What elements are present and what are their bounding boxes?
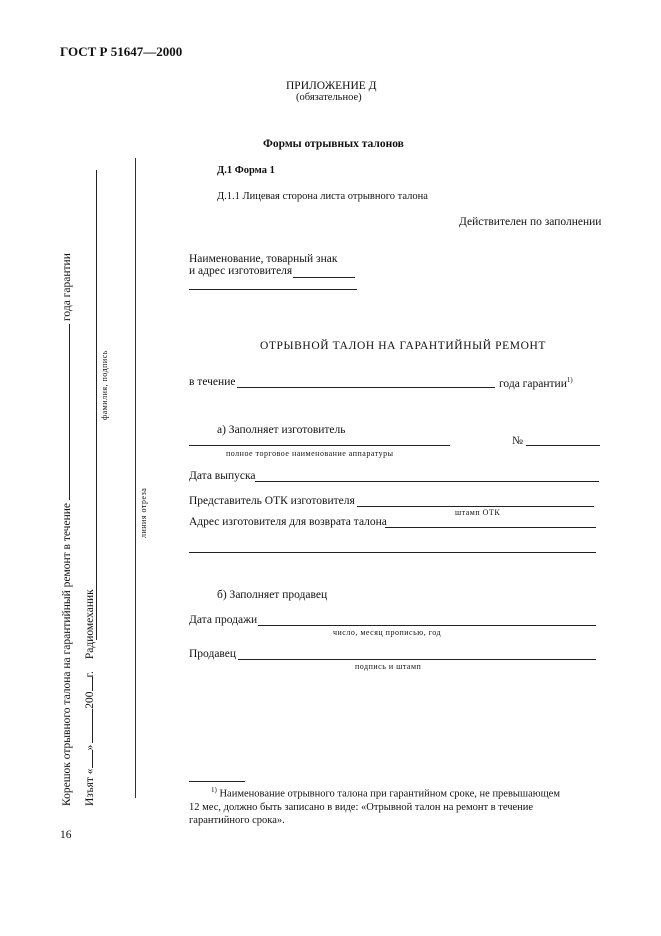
number-sign: № [512,435,523,447]
footnote [189,784,601,827]
footnote-separator [189,781,245,782]
years-label [499,376,573,390]
seller-label: Продавец [189,648,237,660]
seller-blank [238,659,596,660]
stub-radiomechanic-label: Радиомеханик [84,589,96,660]
section-b-label: б) Заполняет продавец [217,589,328,601]
page-number: 16 [60,829,72,841]
years-footnote-mark: 1) [566,376,573,384]
stub-line-1-end: года гарантии [61,253,73,321]
cut-line [135,158,136,798]
valid-note: Действителен по заполнении [459,216,602,228]
section-a-label: а) Заполняет изготовитель [217,424,346,436]
number-blank [526,445,600,446]
stub-line-2 [84,589,96,806]
otk-stamp-caption: штамп ОТК [455,508,501,517]
appendix-title: ПРИЛОЖЕНИЕ Д [286,80,377,92]
stub-quote-close: » [84,744,96,751]
form-subheading: Д.1.1 Лицевая сторона листа отрывного талона [217,191,428,202]
cut-line-caption: линия отреза [139,487,148,538]
footnote-text-1: Наименование отрывного талона при гарантийном сроке, не превышающем [219,788,560,800]
stub-signature-line [96,170,97,640]
standard-code: ГОСТ Р 51647—2000 [60,44,183,59]
release-date-label: Дата выпуска [189,470,256,482]
manufacturer-blank-1 [293,277,355,278]
seller-caption: подпись и штамп [355,662,422,671]
during-blank [237,387,495,388]
appendix-note: (обязательное) [296,92,362,103]
stub-year-suffix: г. [84,671,96,678]
full-name-caption: полное торговое наименование аппаратуры [226,449,394,458]
stub-blank-day [92,750,93,768]
sale-date-label: Дата продажи [189,614,258,626]
manufacturer-blank-2 [189,289,357,290]
footnote-mark: 1) [211,786,217,794]
return-address-blank-2 [189,552,596,553]
footnote-line-2: 12 мес, должно быть записано в виде: «Отрывной талон на ремонт в течение [189,801,534,813]
stub-line-1 [61,253,73,806]
return-address-blank-1 [385,527,596,528]
stub-year-prefix: 200 [84,691,96,709]
full-name-blank [189,445,450,446]
during-label: в течение [189,376,236,388]
section-title: Формы отрывных талонов [263,138,404,150]
stub-blank-years [69,324,70,500]
form-heading: Д.1 Форма 1 [217,165,275,176]
stub-line-1-start: Корешок отрывного талона на гарантийный ремонт в течение [61,503,73,806]
manufacturer-label-1: Наименование, товарный знак [189,253,338,265]
sale-date-caption: число, месяц прописью, год [333,628,442,637]
stub-blank-year [92,677,93,691]
otk-rep-label: Представитель ОТК изготовителя [189,495,355,507]
sale-date-blank [258,625,596,626]
years-label-text: года гарантии [499,377,567,390]
stub-signature-caption: фамилия, подпись [100,350,109,420]
manufacturer-label-2: и адрес изготовителя [189,265,293,277]
footnote-line-3: гарантийного срока». [189,814,285,826]
footnote-line-1 [189,784,601,801]
release-date-blank [255,481,599,482]
stub-blank-month [92,709,93,743]
form-title: ОТРЫВНОЙ ТАЛОН НА ГАРАНТИЙНЫЙ РЕМОНТ [260,340,547,352]
otk-rep-blank [357,506,594,507]
return-address-label: Адрес изготовителя для возврата талона [189,516,387,528]
stub-withdrawn-label: Изъят « [84,768,96,806]
